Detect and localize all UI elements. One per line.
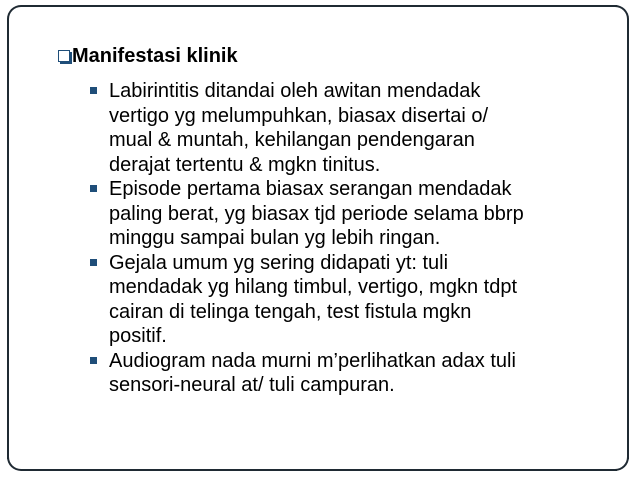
frame-corner-bottom-right xyxy=(615,457,629,471)
square-bullet-icon xyxy=(90,259,97,266)
bullet-text-4: Audiogram nada murni m’perlihatkan adax tuli sensori-neural at/ tuli campuran. xyxy=(109,349,516,396)
square-bullet-icon xyxy=(90,185,97,192)
frame-left-border xyxy=(7,19,9,459)
bullet-text-1: Labirintitis ditandai oleh awitan mendadak vertigo yg melumpuhkan, biasax disertai o/ mual & muntah, kehilangan pendengaran derajat tertentu & mgkn tinitus. xyxy=(109,80,489,176)
hollow-square-bullet-icon xyxy=(58,50,70,62)
square-bullet-icon xyxy=(90,357,97,364)
bullet-item-2 xyxy=(90,177,610,251)
slide-heading-row xyxy=(58,43,238,69)
bullet-item-3 xyxy=(90,251,610,349)
slide-heading: Manifestasi klinik xyxy=(72,45,238,67)
bullet-item-4 xyxy=(90,349,610,398)
bullet-text-3: Gejala umum yg sering didapati yt: tuli mendadak yg hilang timbul, vertigo, mgkn tdpt cairan di telinga tengah, test fistula mgkn positif. xyxy=(109,251,517,347)
frame-top-border xyxy=(21,5,617,7)
bullet-text-2: Episode pertama biasax serangan mendadak paling berat, yg biasax tjd periode selama bbrp minggu sampai bulan yg lebih ringan. xyxy=(109,178,524,249)
frame-right-border xyxy=(627,19,629,459)
square-bullet-icon xyxy=(90,87,97,94)
frame-corner-top-left xyxy=(7,5,21,19)
frame-bottom-border xyxy=(21,469,617,471)
frame-corner-bottom-left xyxy=(7,457,21,471)
bullet-item-1 xyxy=(90,79,610,177)
frame-corner-top-right xyxy=(615,5,629,19)
bullet-list xyxy=(90,79,610,398)
